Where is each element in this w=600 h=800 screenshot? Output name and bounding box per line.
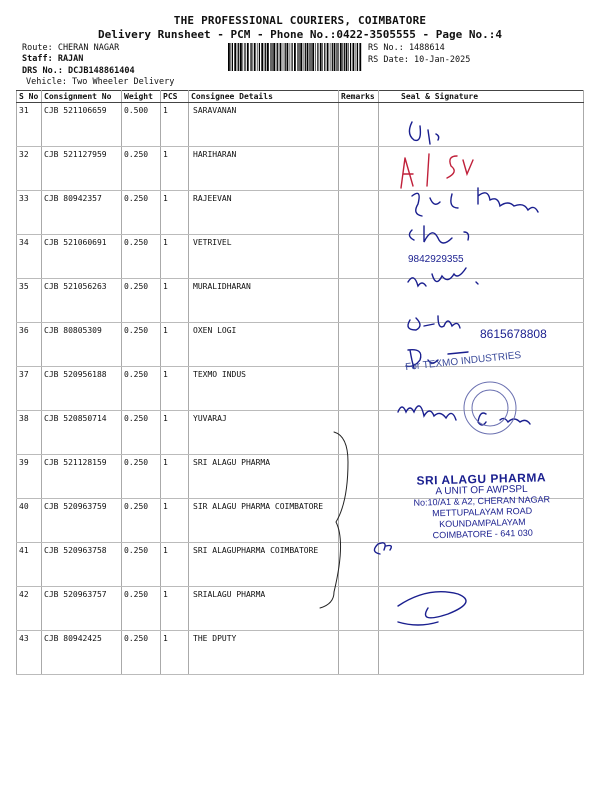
pcs-cell: 1 <box>161 499 189 543</box>
handwritten-phone-36: 8615678808 <box>480 327 547 341</box>
col-pcs: PCS <box>161 91 189 103</box>
barcode-bar <box>261 43 263 71</box>
barcode-bar <box>305 43 306 71</box>
barcode-bar <box>340 43 342 71</box>
consignee-cell: SIR ALAGU PHARMA COIMBATORE <box>189 499 339 543</box>
sno-cell: 40 <box>17 499 42 543</box>
stamp-line1: A UNIT OF AWPSPL <box>435 483 528 498</box>
weight-cell: 0.250 <box>122 455 161 499</box>
consignment-cell: CJB 520963759 <box>42 499 122 543</box>
weight-cell: 0.250 <box>122 235 161 279</box>
table-row <box>17 235 584 279</box>
barcode-bar <box>285 43 286 71</box>
stamp-line3: METTUPALAYAM ROAD <box>432 505 533 519</box>
consignee-cell: SRI ALAGU PHARMA <box>189 455 339 499</box>
barcode-bar <box>356 43 357 71</box>
pcs-cell: 1 <box>161 191 189 235</box>
barcode-bar <box>353 43 355 71</box>
remarks-cell <box>339 323 379 367</box>
consignment-cell: CJB 521060691 <box>42 235 122 279</box>
barcode-bar <box>247 43 249 71</box>
seal-cell <box>379 411 584 455</box>
texmo-stamp: For TEXMO INDUSTRIES <box>404 349 522 374</box>
pcs-cell: 1 <box>161 235 189 279</box>
remarks-cell <box>339 367 379 411</box>
table-row <box>17 103 584 147</box>
barcode-bar <box>309 43 310 71</box>
barcode-bar <box>330 43 331 71</box>
barcode-bar <box>350 43 351 71</box>
barcode-bar <box>322 43 323 71</box>
vehicle-label: Vehicle: Two Wheeler Delivery <box>26 77 175 87</box>
handwritten-phone-35: 9842929355 <box>408 254 464 265</box>
barcode-bar <box>243 43 244 71</box>
col-sno: S No <box>17 91 42 103</box>
stamp-name: SRI ALAGU PHARMA <box>416 470 547 488</box>
seal-cell <box>379 147 584 191</box>
seal-cell <box>379 631 584 675</box>
consignee-cell: SRIALAGU PHARMA <box>189 587 339 631</box>
weight-cell: 0.250 <box>122 499 161 543</box>
barcode-bar <box>277 43 278 71</box>
table-row <box>17 279 584 323</box>
seal-cell <box>379 279 584 323</box>
barcode-bar <box>276 43 277 71</box>
stamp-line4: KOUNDAMPALAYAM <box>439 516 526 530</box>
pcs-cell: 1 <box>161 103 189 147</box>
barcode-bar <box>273 43 275 71</box>
barcode-bar <box>332 43 333 71</box>
barcode-bar <box>336 43 337 71</box>
pcs-cell: 1 <box>161 147 189 191</box>
consignee-cell: SARAVANAN <box>189 103 339 147</box>
pcs-cell: 1 <box>161 631 189 675</box>
consignment-cell: CJB 521128159 <box>42 455 122 499</box>
remarks-cell <box>339 147 379 191</box>
barcode-bar <box>342 43 343 71</box>
company-stamp <box>381 471 583 542</box>
sno-cell: 32 <box>17 147 42 191</box>
barcode-bar <box>287 43 289 71</box>
barcode-bar <box>303 43 304 71</box>
remarks-cell <box>339 279 379 323</box>
barcode-bar <box>234 43 236 71</box>
seal-cell <box>379 367 584 411</box>
consignee-cell: OXEN LOGI <box>189 323 339 367</box>
sno-cell: 33 <box>17 191 42 235</box>
barcode-bar <box>317 43 318 71</box>
runsheet-subtitle: Delivery Runsheet - PCM - Phone No.:0422-3505555 - Page No.:4 <box>98 28 502 41</box>
table-row <box>17 411 584 455</box>
barcode-bar <box>250 43 251 71</box>
consignment-cell: CJB 521127959 <box>42 147 122 191</box>
weight-cell: 0.250 <box>122 587 161 631</box>
sno-cell: 38 <box>17 411 42 455</box>
barcode-bar <box>237 43 238 71</box>
consignee-cell: RAJEEVAN <box>189 191 339 235</box>
barcode-bar <box>264 43 265 71</box>
consignment-cell: CJB 520963757 <box>42 587 122 631</box>
sno-cell: 41 <box>17 543 42 587</box>
sno-cell: 43 <box>17 631 42 675</box>
consignee-cell: YUVARAJ <box>189 411 339 455</box>
consignee-cell: HARIHARAN <box>189 147 339 191</box>
pcs-cell: 1 <box>161 411 189 455</box>
barcode-bar <box>244 43 245 71</box>
consignee-cell: MURALIDHARAN <box>189 279 339 323</box>
sno-cell: 36 <box>17 323 42 367</box>
remarks-cell <box>339 103 379 147</box>
pcs-cell: 1 <box>161 323 189 367</box>
company-title: THE PROFESSIONAL COURIERS, COIMBATORE <box>173 14 427 27</box>
barcode-bar <box>294 43 296 71</box>
barcode-bar <box>327 43 329 71</box>
pcs-cell: 1 <box>161 455 189 499</box>
remarks-cell <box>339 543 379 587</box>
sno-cell: 37 <box>17 367 42 411</box>
seal-cell <box>379 587 584 631</box>
consignment-cell: CJB 80942425 <box>42 631 122 675</box>
consignee-cell: TEXMO INDUS <box>189 367 339 411</box>
table-row <box>17 631 584 675</box>
consignment-cell: CJB 80805309 <box>42 323 122 367</box>
consignee-cell: THE DPUTY <box>189 631 339 675</box>
barcode-bar <box>359 43 361 71</box>
pcs-cell: 1 <box>161 543 189 587</box>
table-row <box>17 367 584 411</box>
col-remarks: Remarks <box>339 91 379 103</box>
col-weight: Weight <box>122 91 161 103</box>
col-consignee: Consignee Details <box>189 91 339 103</box>
barcode-bar <box>344 43 345 71</box>
weight-cell: 0.250 <box>122 367 161 411</box>
seal-cell <box>379 235 584 279</box>
stamp-line2: No:10/A1 & A2, CHERAN NAGAR <box>413 494 551 508</box>
consignment-cell: CJB 80942357 <box>42 191 122 235</box>
staff-label: Staff: RAJAN <box>22 54 84 64</box>
table-row <box>17 543 584 587</box>
barcode-bar <box>254 43 256 71</box>
barcode-bar <box>337 43 338 71</box>
pcs-cell: 1 <box>161 587 189 631</box>
runsheet-table <box>16 90 584 675</box>
barcode-bar <box>290 43 291 71</box>
barcode-bar <box>283 43 284 71</box>
barcode-bar <box>270 43 271 71</box>
sno-cell: 42 <box>17 587 42 631</box>
stamp-line5: COIMBATORE - 641 030 <box>432 527 533 541</box>
table-header <box>17 91 584 103</box>
weight-cell: 0.250 <box>122 191 161 235</box>
barcode-bar <box>251 43 252 71</box>
barcode-bar <box>257 43 258 71</box>
rs-date: RS Date: 10-Jan-2025 <box>368 55 471 65</box>
consignment-cell: CJB 520956188 <box>42 367 122 411</box>
seal-cell <box>379 543 584 587</box>
col-consignment: Consignment No <box>42 91 122 103</box>
remarks-cell <box>339 455 379 499</box>
barcode-bar <box>265 43 266 71</box>
sno-cell: 31 <box>17 103 42 147</box>
route-label: Route: CHERAN NAGAR <box>22 43 120 53</box>
weight-cell: 0.250 <box>122 279 161 323</box>
barcode-bar <box>271 43 272 71</box>
barcode-bar <box>300 43 302 71</box>
remarks-cell <box>339 235 379 279</box>
sno-cell: 35 <box>17 279 42 323</box>
barcode-bar <box>310 43 311 71</box>
barcode-bar <box>231 43 232 71</box>
barcode-bar <box>298 43 299 71</box>
rs-number: RS No.: 1488614 <box>368 43 445 53</box>
col-seal: Seal & Signature <box>379 91 584 103</box>
weight-cell: 0.250 <box>122 147 161 191</box>
barcode-bar <box>238 43 239 71</box>
consignee-cell: SRI ALAGUPHARMA COIMBATORE <box>189 543 339 587</box>
seal-cell <box>379 103 584 147</box>
remarks-cell <box>339 499 379 543</box>
barcode-bar <box>334 43 336 71</box>
barcode-bar <box>267 43 269 71</box>
seal-cell <box>379 191 584 235</box>
pcs-cell: 1 <box>161 367 189 411</box>
barcode-bar <box>228 43 230 71</box>
consignment-cell: CJB 520963758 <box>42 543 122 587</box>
remarks-cell <box>339 411 379 455</box>
barcode-bar <box>324 43 325 71</box>
table-row <box>17 147 584 191</box>
barcode-bar <box>297 43 298 71</box>
remarks-cell <box>339 587 379 631</box>
barcode-bar <box>292 43 293 71</box>
sno-cell: 39 <box>17 455 42 499</box>
barcode-bar <box>312 43 314 71</box>
drs-label: DRS No.: DCJB148861404 <box>22 66 135 76</box>
table-row <box>17 191 584 235</box>
barcode-bar <box>280 43 282 71</box>
weight-cell: 0.250 <box>122 411 161 455</box>
barcode-bar <box>240 43 242 71</box>
table-row <box>17 587 584 631</box>
barcode-bar <box>315 43 316 71</box>
consignment-cell: CJB 521106659 <box>42 103 122 147</box>
remarks-cell <box>339 191 379 235</box>
weight-cell: 0.250 <box>122 631 161 675</box>
pcs-cell: 1 <box>161 279 189 323</box>
consignee-cell: VETRIVEL <box>189 235 339 279</box>
barcode-bar <box>357 43 358 71</box>
weight-cell: 0.250 <box>122 543 161 587</box>
barcode <box>228 43 362 71</box>
weight-cell: 0.500 <box>122 103 161 147</box>
barcode-bar <box>348 43 349 71</box>
barcode-bar <box>307 43 309 71</box>
barcode-bar <box>320 43 322 71</box>
sno-cell: 34 <box>17 235 42 279</box>
barcode-bar <box>259 43 260 71</box>
weight-cell: 0.250 <box>122 323 161 367</box>
consignment-cell: CJB 521056263 <box>42 279 122 323</box>
consignment-cell: CJB 520850714 <box>42 411 122 455</box>
barcode-bar <box>232 43 233 71</box>
remarks-cell <box>339 631 379 675</box>
barcode-bar <box>346 43 348 71</box>
